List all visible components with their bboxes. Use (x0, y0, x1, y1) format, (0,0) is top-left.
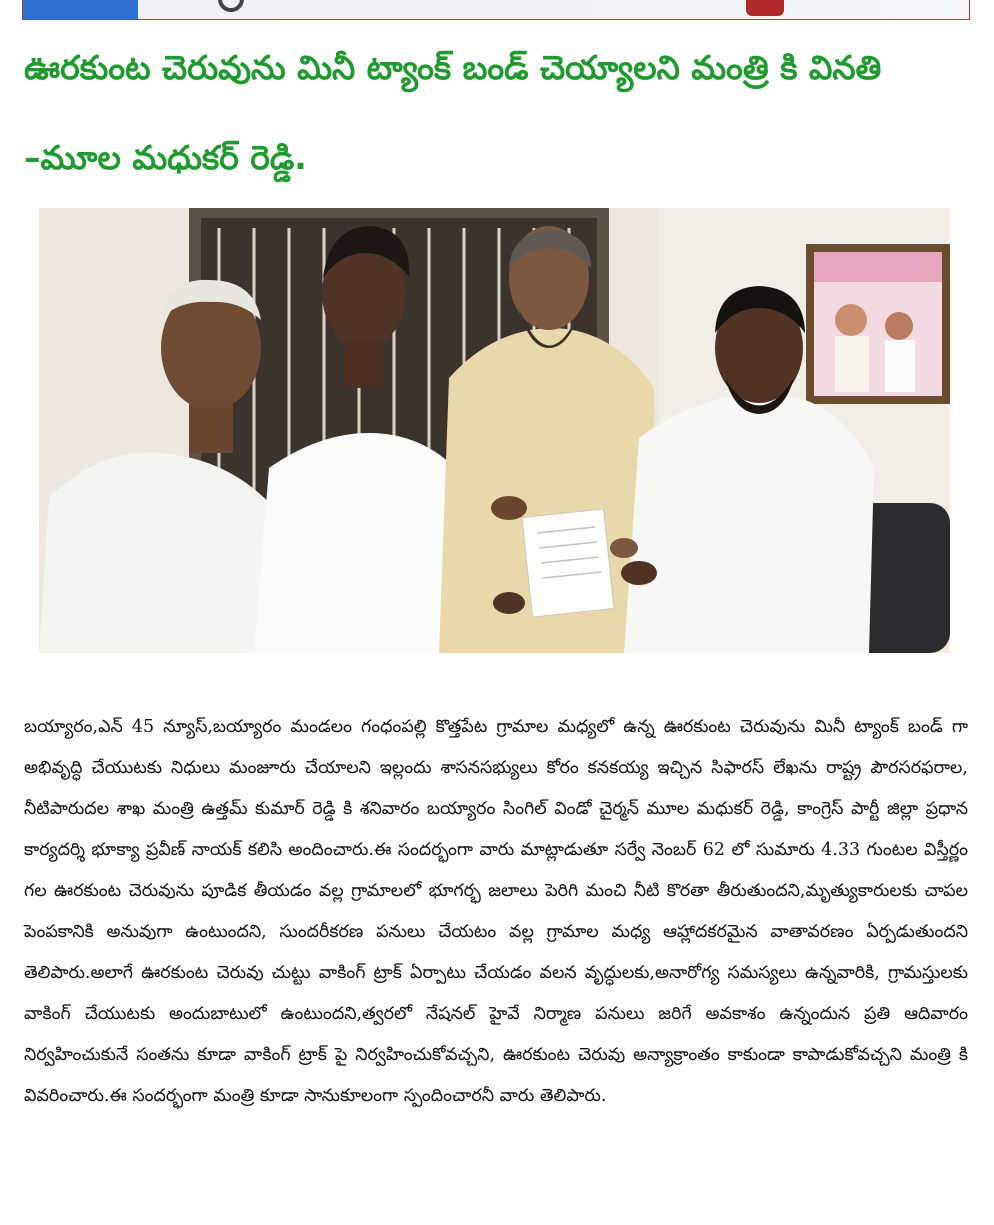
logo-ring-icon (218, 0, 244, 12)
article-body: బయ్యారం,ఎన్ 45 న్యూస్,బయ్యారం మండలం గంధంపల్లి కొత్తపేట గ్రామాల మధ్యలో ఉన్న ఊరకుంట చెరువును మినీ ట్యాంక్ బండ్ గా అభివృద్ధి చేయుటకు నిధులు మంజూరు చేయాలని ఇల్లందు శాసనసభ్యులు కోరం కనకయ్య ఇచ్చిన సిఫారస్ లేఖను రాష్ట్ర పౌరసరఫరాల, నీటిపారుదల శాఖ మంత్రి ఉత్తమ్ కుమార్ రెడ్డి కి శనివారం బయ్యారం సింగిల్ విండో చైర్మన్ మూల మధుకర్ రెడ్డి, కాంగ్రెస్ పార్టీ జిల్లా ప్రధాన కార్యదర్శి భూక్యా ప్రవీణ్ నాయక్ కలిసి అందించారు.ఈ సందర్భంగా వారు మాట్లాడుతూ సర్వే నెంబర్ 62 లో సుమారు 4.33 గుంటల విస్తీర్ణం గల ఊరకుంట చెరువును పూడిక తీయడం వల్ల గ్రామాలలో భూగర్భ జలాలు పెరిగి మంచి నీటి కొరతా తీరుతుందని,మృత్యుకారులకు చాపల పెంపకానికి అనువుగా ఉంటుందని, సుందరీకరణ పనులు చేయటం వల్ల గ్రామాల మధ్య ఆహ్లాదకరమైన వాతావరణం ఏర్పడుతుందని తెలిపారు.అలాగే ఊరకుంట చెరువు చుట్టు వాకింగ్ ట్రాక్ ఏర్పాటు చేయడం వలన వృద్ధులకు,అనారోగ్య సమస్యలు ఉన్నవారికి, గ్రామస్తులకు వాకింగ్ చేయుటకు అందుబాటులో ఉంటుందని,త్వరలో నేషనల్ హైవే నిర్మాణ పనులు జరిగే అవకాశం ఉన్నందున ప్రతి ఆదివారం నిర్వహించుకునే సంతను కూడా వాకింగ్ ట్రాక్ పై నిర్వహించుకోవచ్చని, ఊరకుంట చెరువు అన్యాక్రాంతం కాకుండా కాపాడుకోవచ్చని మంత్రి కి వివరించారు.ఈ సందర్భంగా మంత్రి కూడా సానుకూలంగా స్పందించారనీ వారు తెలిపారు. (24, 717, 968, 1106)
headline-line-2: –మూల మధుకర్ రెడ్డి. (24, 138, 307, 177)
article-headline (24, 40, 974, 177)
logo-mark-icon (746, 0, 784, 16)
headline-line-1: ఊరకుంట చెరువును మినీ ట్యాంక్ బండ్ చెయ్యాలని మంత్రి కి వినతి (24, 48, 882, 87)
masthead-banner-strip (22, 0, 970, 20)
article-photo (39, 208, 950, 653)
